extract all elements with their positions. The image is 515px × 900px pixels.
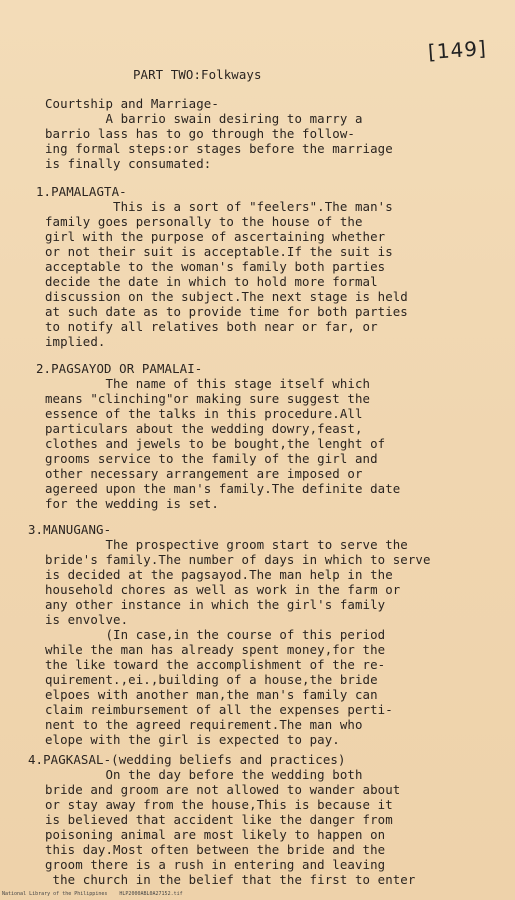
text-line: other necessary arrangement are imposed or bbox=[45, 466, 363, 481]
page-number: [149] bbox=[427, 35, 488, 65]
text-line: bride and groom are not allowed to wander about bbox=[45, 782, 401, 797]
page-title: PART TWO:Folkways bbox=[133, 67, 262, 82]
text-line: poisoning animal are most likely to happen on bbox=[45, 827, 386, 842]
text-line: The name of this stage itself which bbox=[45, 376, 371, 391]
section-heading: 1.PAMALAGTA- bbox=[36, 184, 127, 199]
text-line: the church in the belief that the first to enter bbox=[45, 872, 416, 887]
text-line: is envolve. bbox=[45, 612, 129, 627]
text-line: The prospective groom start to serve the bbox=[45, 537, 408, 552]
text-line: groom there is a rush in entering and leaving bbox=[45, 857, 386, 872]
text-line: is believed that accident like the danger from bbox=[45, 812, 393, 827]
text-line: nent to the agreed requirement.The man who bbox=[45, 717, 363, 732]
text-line: girl with the purpose of ascertaining whether bbox=[45, 229, 386, 244]
text-line: is finally consumated: bbox=[45, 156, 212, 171]
text-line: (In case,in the course of this period bbox=[45, 627, 386, 642]
text-line: clothes and jewels to be bought,the lenght of bbox=[45, 436, 386, 451]
text-line: This is a sort of "feelers".The man's bbox=[45, 199, 393, 214]
text-line: agereed upon the man's family.The definite date bbox=[45, 481, 401, 496]
section-heading: 3.MANUGANG- bbox=[28, 522, 112, 537]
text-line: ing formal steps:or stages before the marriage bbox=[45, 141, 393, 156]
text-line: means "clinching"or making sure suggest the bbox=[45, 391, 371, 406]
text-line: or not their suit is acceptable.If the suit is bbox=[45, 244, 393, 259]
scan-footer: National Library of the Philippines HLP2000ABL0A27152.tif bbox=[2, 891, 183, 897]
text-line: elope with the girl is expected to pay. bbox=[45, 732, 340, 747]
text-line: decide the date in which to hold more formal bbox=[45, 274, 378, 289]
text-line: discussion on the subject.The next stage is held bbox=[45, 289, 408, 304]
text-line: Courtship and Marriage- bbox=[45, 96, 219, 111]
text-line: barrio lass has to go through the follow- bbox=[45, 126, 355, 141]
text-line: this day.Most often between the bride and the bbox=[45, 842, 386, 857]
text-line: at such date as to provide time for both parties bbox=[45, 304, 408, 319]
text-line: to notify all relatives both near or far, or bbox=[45, 319, 378, 334]
text-line: A barrio swain desiring to marry a bbox=[45, 111, 363, 126]
text-line: particulars about the wedding dowry,feast, bbox=[45, 421, 363, 436]
text-line: the like toward the accomplishment of the re- bbox=[45, 657, 386, 672]
text-line: while the man has already spent money,for the bbox=[45, 642, 386, 657]
text-line: quirement.,ei.,building of a house,the bride bbox=[45, 672, 378, 687]
text-line: On the day before the wedding both bbox=[45, 767, 363, 782]
text-line: implied. bbox=[45, 334, 106, 349]
text-line: household chores as well as work in the farm or bbox=[45, 582, 401, 597]
text-line: bride's family.The number of days in which to serve bbox=[45, 552, 431, 567]
text-line: acceptable to the woman's family both parties bbox=[45, 259, 386, 274]
text-line: grooms service to the family of the girl and bbox=[45, 451, 378, 466]
text-line: claim reimbursement of all the expenses perti- bbox=[45, 702, 393, 717]
text-line: for the wedding is set. bbox=[45, 496, 219, 511]
text-line: or stay away from the house,This is because it bbox=[45, 797, 393, 812]
text-line: any other instance in which the girl's family bbox=[45, 597, 386, 612]
section-heading: 2.PAGSAYOD OR PAMALAI- bbox=[36, 361, 203, 376]
text-line: family goes personally to the house of the bbox=[45, 214, 363, 229]
text-line: elpoes with another man,the man's family can bbox=[45, 687, 378, 702]
section-heading: 4.PAGKASAL-(wedding beliefs and practices) bbox=[28, 752, 346, 767]
text-line: essence of the talks in this procedure.All bbox=[45, 406, 363, 421]
text-line: is decided at the pagsayod.The man help in the bbox=[45, 567, 393, 582]
